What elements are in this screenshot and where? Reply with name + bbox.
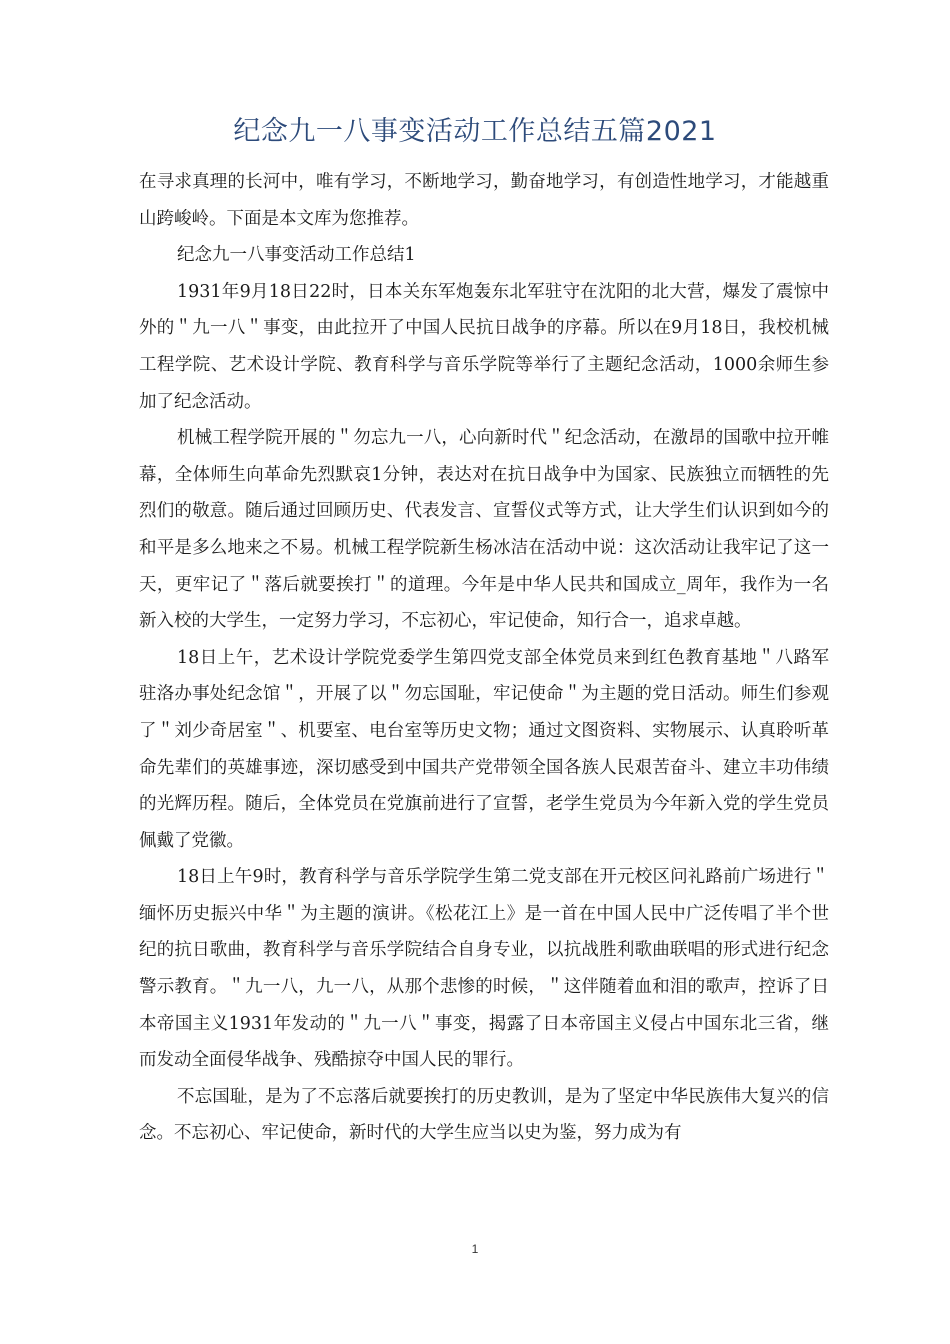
body-paragraph-1: 1931年9月18日22时，日本关东军炮轰东北军驻守在沈阳的北大营，爆发了震惊中外的＂九一八＂事变，由此拉开了中国人民抗日战争的序幕。所以在9月18日，我校机械工程学院、艺术设计学院、教育科学与音乐学院等举行了主题纪念活动，1000余师生参加了纪念活动。 bbox=[139, 281, 829, 412]
intro-paragraph: 在寻求真理的长河中，唯有学习，不断地学习，勤奋地学习，有创造性地学习，才能越重山跨峻岭。下面是本文库为您推荐。 bbox=[139, 172, 829, 229]
body-paragraph-3: 18日上午，艺术设计学院党委学生第四党支部全体党员来到红色教育基地＂八路军驻洛办事处纪念馆＂，开展了以＂勿忘国耻，牢记使命＂为主题的党日活动。师生们参观了＂刘少奇居室＂、机要室、电台室等历史文物；通过文图资料、实物展示、认真聆听革命先辈们的英雄事迹，深切感受到中国共产党带领全国各族人民艰苦奋斗、建立丰功伟绩的光辉历程。随后，全体党员在党旗前进行了宣誓，老学生党员为今年新入党的学生党员佩戴了党徽。 bbox=[139, 647, 829, 851]
body-paragraph-2: 机械工程学院开展的＂勿忘九一八，心向新时代＂纪念活动，在激昂的国歌中拉开帷幕，全体师生向革命先烈默哀1分钟，表达对在抗日战争中为国家、民族独立而牺牲的先烈们的敬意。随后通过回顾历史、代表发言、宣誓仪式等方式，让大学生们认识到如今的和平是多么地来之不易。机械工程学院新生杨冰洁在活动中说：这次活动让我牢记了这一天，更牢记了＂落后就要挨打＂的道理。今年是中华人民共和国成立_周年，我作为一名新入校的大学生，一定努力学习，不忘初心，牢记使命，知行合一，追求卓越。 bbox=[139, 428, 829, 632]
document-title: 纪念九一八事变活动工作总结五篇2021 bbox=[233, 116, 717, 147]
body-paragraph-4: 18日上午9时，教育科学与音乐学院学生第二党支部在开元校区问礼路前广场进行＂缅怀历史振兴中华＂为主题的演讲。《松花江上》是一首在中国人民中广泛传唱了半个世纪的抗日歌曲，教育科学与音乐学院结合自身专业，以抗战胜利歌曲联唱的形式进行纪念警示教育。＂九一八，九一八，从那个悲惨的时候，＂这伴随着血和泪的歌声，控诉了日本帝国主义1931年发动的＂九一八＂事变，揭露了日本帝国主义侵占中国东北三省，继而发动全面侵华战争、残酷掠夺中国人民的罪行。 bbox=[139, 867, 829, 1071]
section-heading: 纪念九一八事变活动工作总结1 bbox=[177, 245, 416, 266]
page-number: 1 bbox=[471, 1242, 479, 1256]
body-paragraph-5: 不忘国耻，是为了不忘落后就要挨打的历史教训，是为了坚定中华民族伟大复兴的信念。不忘初心、牢记使命，新时代的大学生应当以史为鉴，努力成为有 bbox=[139, 1086, 829, 1144]
document-body bbox=[139, 164, 829, 1152]
